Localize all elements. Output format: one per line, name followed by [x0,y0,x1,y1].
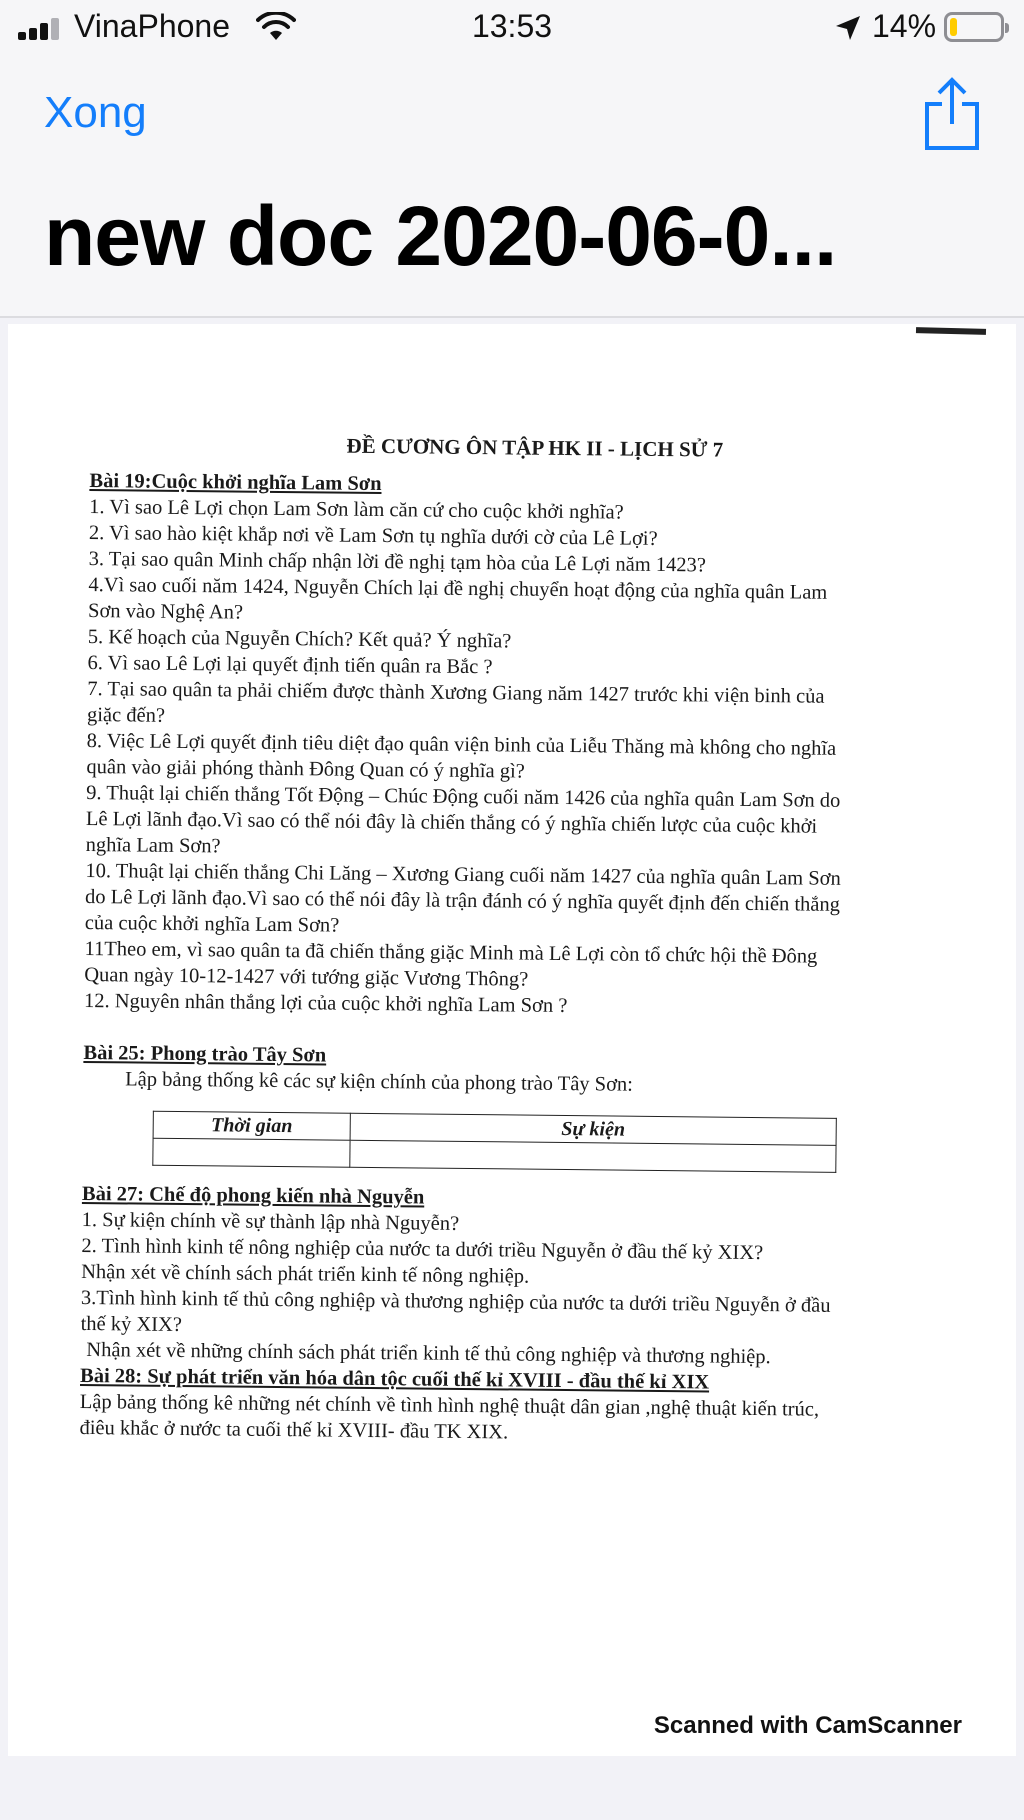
battery-icon [944,12,1004,42]
question-line: 5. Kế hoạch của Nguyễn Chích? Kết quả? Ý nghĩa? [87,625,512,653]
question-line: 7. Tại sao quân ta phải chiếm được thành Xương Giang năm 1427 trước khi viện binh của [87,677,825,708]
section-bai-27 [80,1181,932,1372]
question-line: 1. Vì sao Lê Lợi chọn Lam Sơn làm căn cứ cho cuộc khởi nghĩa? [89,495,624,524]
document-title: new doc 2020-06-0... [44,189,837,283]
question-line: 11Theo em, vì sao quân ta đã chiến thắng giặc Minh mà Lê Lợi còn tổ chức hội thề Đông [84,937,818,968]
question-line: điêu khắc ở nước ta cuối thế kỉ XVIII- đầu TK XIX. [79,1416,509,1444]
question-line: Nhận xét về những chính sách phát triển kinh tế thủ công nghiệp và thương nghiệp. [86,1339,771,1369]
document-heading: ĐỀ CƯƠNG ÔN TẬP HK II - LỊCH SỬ 7 [346,433,724,462]
question-line: Quan ngày 10-12-1427 với tướng giặc Vương Thông? [84,963,529,991]
events-table [152,1111,837,1173]
carrier-name: VinaPhone [74,8,230,44]
instruction-line: Lập bảng thống kê các sự kiện chính của phong trào Tây Sơn: [125,1068,634,1096]
status-bar [0,0,1024,56]
question-line: 2. Tình hình kinh tế nông nghiệp của nước ta dưới triều Nguyễn ở đầu thế kỷ XIX? [81,1234,764,1265]
question-line: giặc đến? [86,703,166,727]
question-line: thế kỷ XIX? [80,1312,183,1337]
table-header-time: Thời gian [153,1111,350,1140]
scanned-document-page [8,324,1016,1756]
question-line: của cuộc khởi nghĩa Lam Sơn? [84,911,340,937]
battery-percent: 14% [872,8,937,44]
table-cell [350,1140,836,1172]
question-line: 9. Thuật lại chiến thắng Tốt Động – Chúc Động cuối năm 1426 của nghĩa quân Lam Sơn do [86,781,841,812]
clock-time: 13:53 [471,8,553,44]
section-bai-19 [84,468,940,1023]
scan-artifact [916,327,986,335]
section-bai-25 [82,1040,933,1174]
question-line: Nhận xét về chính sách phát triển kinh tế nông nghiệp. [81,1260,530,1288]
battery-level [950,18,957,36]
question-line: 12. Nguyên nhân thắng lợi của cuộc khởi nghĩa Lam Sơn ? [83,989,568,1018]
section-title: Bài 28: Sự phát triển văn hóa dân tộc cuối thế kỉ XVIII - đầu thế kỉ XIX [79,1364,710,1394]
share-icon[interactable] [922,76,982,152]
question-line: quân vào giải phóng thành Đông Quan có ý nghĩa gì? [86,755,525,783]
question-line: 10. Thuật lại chiến thắng Chi Lăng – Xương Giang cuối năm 1427 của nghĩa quân Lam Sơn [85,859,841,890]
navigation-bar [0,56,1024,318]
question-line: Sơn vào Nghệ An? [87,599,244,624]
question-line: 8. Việc Lê Lợi quyết định tiêu diệt đạo quân viện binh của Liễu Thăng mà không cho nghĩa [86,729,837,760]
question-line: 6. Vì sao Lê Lợi lại quyết định tiến quân ra Bắc ? [87,651,493,679]
question-line: 3.Tình hình kinh tế thủ công nghiệp và thương nghiệp của nước ta dưới triều Nguyễn ở đầu [80,1286,831,1317]
bottom-toolbar-area [0,1756,1024,1820]
question-line: 2. Vì sao hào kiệt khắp nơi về Lam Sơn tụ nghĩa dưới cờ của Lê Lợi? [88,521,658,550]
done-button[interactable]: Xong [44,88,147,137]
question-line: Lê Lợi lãnh đạo.Vì sao có thể nói đây là chiến thắng có ý nghĩa chiến lược của cuộc khởi [85,807,818,838]
question-line: nghĩa Lam Sơn? [85,833,221,858]
table-cell [153,1138,350,1167]
table-header-event: Sự kiện [350,1113,836,1145]
section-title: Bài 19:Cuộc khởi nghĩa Lam Sơn [89,469,382,496]
camscanner-watermark: Scanned with CamScanner [653,1712,962,1739]
section-title: Bài 27: Chế độ phong kiến nhà Nguyễn [81,1182,425,1209]
question-line: Lập bảng thống kê những nét chính về tình hình nghệ thuật dân gian ,nghệ thuật kiến trúc, [79,1390,820,1421]
question-line: do Lê Lợi lãnh đạo.Vì sao có thể nói đây là trận đánh có ý nghĩa quyết định đến chiến thắng [84,885,841,916]
section-title: Bài 25: Phong trào Tây Sơn [83,1041,327,1067]
question-line: 3. Tại sao quân Minh chấp nhận lời đề nghị tạm hòa của Lê Lợi năm 1423? [88,547,707,577]
section-bai-28 [79,1363,930,1450]
question-line: 1. Sự kiện chính về sự thành lập nhà Nguyễn? [81,1208,460,1235]
location-arrow-icon [834,14,862,42]
question-line: 4.Vì sao cuối năm 1424, Nguyễn Chích lại đề nghị chuyển hoạt động của nghĩa quân Lam [88,573,828,604]
document-content [79,430,940,1450]
